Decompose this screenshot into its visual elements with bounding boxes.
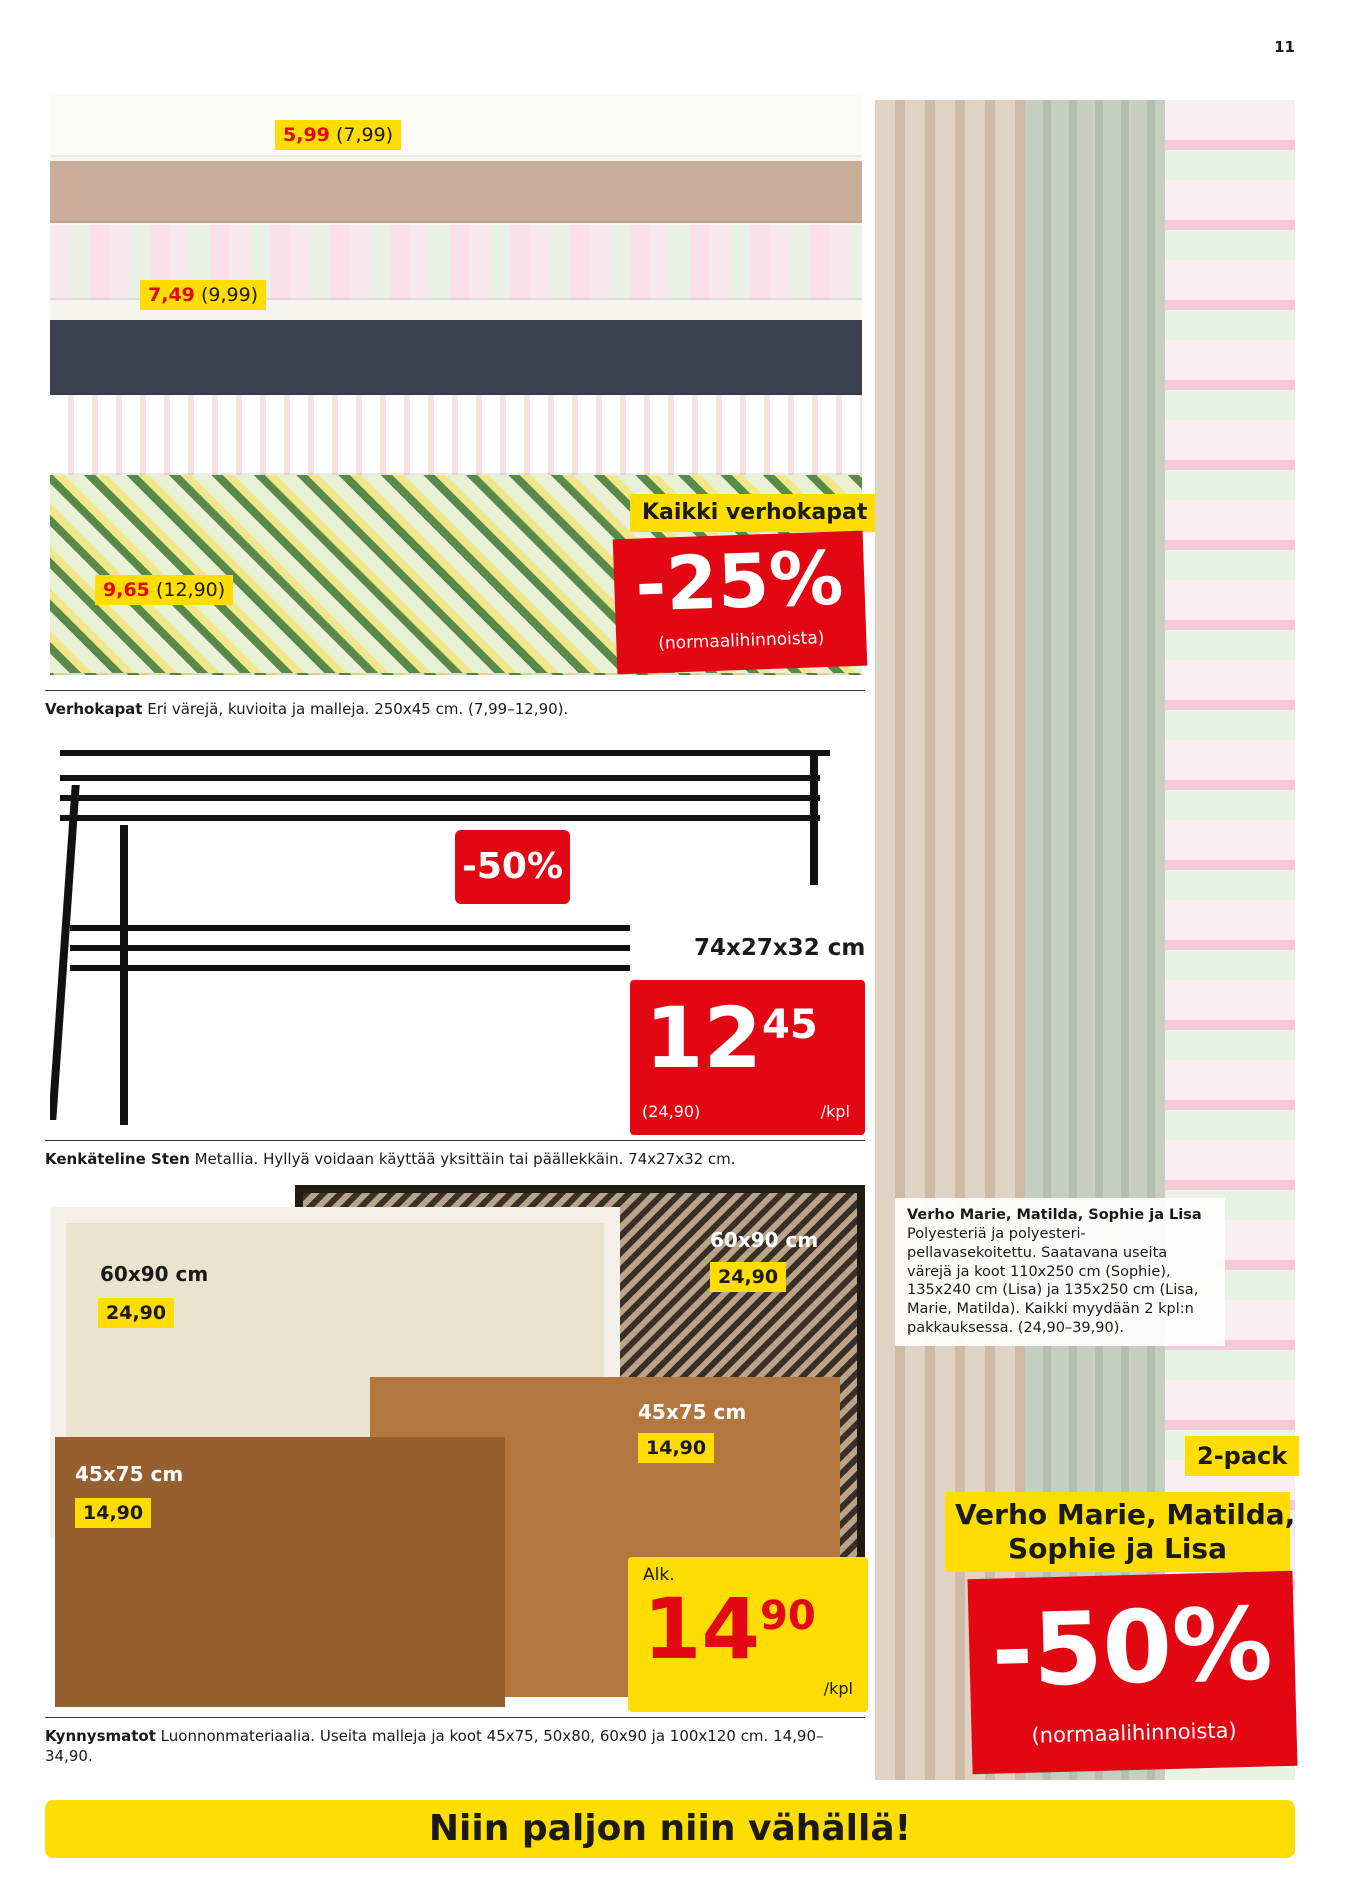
- shoe-rack-divider: [45, 1140, 865, 1141]
- doormat-price-cents: 90: [760, 1593, 816, 1639]
- shoe-rack-price-box: [630, 980, 865, 1135]
- curtain-discount-note: (normaalihinnoista): [1031, 1718, 1237, 1748]
- valance-promo-title: Kaikki verhokapat: [630, 494, 879, 532]
- doormat-size-4: 45x75 cm: [75, 1462, 184, 1486]
- page-number: 11: [1274, 38, 1295, 56]
- bottom-banner: Niin paljon niin vähällä!: [45, 1800, 1295, 1858]
- curtain-title-line1: Verho Marie, Matilda,: [955, 1498, 1296, 1531]
- doormat-price-2: 24,90: [710, 1262, 786, 1292]
- doormat-price-box: [628, 1557, 868, 1712]
- shoe-rack-unit: /kpl: [820, 1102, 850, 1121]
- doormat-price-main: 14: [643, 1580, 760, 1678]
- shoe-rack-price-cents: 45: [762, 1002, 818, 1048]
- curtain-title-line2: Sophie ja Lisa: [1008, 1532, 1227, 1565]
- curtain-description: Verho Marie, Matilda, Sophie ja Lisa Polyesteriä ja polyesteri-pellavasekoitettu. Saatavana useita värejä ja koot 110x250 cm (Sophie), 135x240 cm (Lisa) ja 135x250 cm (Lisa, Marie, Matilda). Kaikki myydään 2 kpl:n pakkauksessa. (24,90–39,90).: [895, 1198, 1225, 1346]
- valance-discount-burst: [613, 531, 868, 675]
- shoe-rack-discount-badge: -50%: [455, 830, 570, 904]
- doormat-price-1: 24,90: [98, 1298, 174, 1328]
- valance-discount: -25%: [633, 535, 845, 629]
- doormat-size-1: 60x90 cm: [100, 1262, 209, 1286]
- curtain-pack-label: 2-pack: [1185, 1436, 1299, 1476]
- valance-divider: [45, 690, 865, 691]
- doormat-size-2: 60x90 cm: [710, 1228, 819, 1252]
- doormat-unit: /kpl: [823, 1679, 853, 1698]
- doormat-from-label: Alk.: [643, 1565, 675, 1585]
- doormat-divider: [45, 1717, 865, 1718]
- shoe-rack-description: Kenkäteline Sten Metallia. Hyllyä voidaan käyttää yksittäin tai päällekkäin. 74x27x32 cm.: [45, 1150, 736, 1168]
- doormat-size-3: 45x75 cm: [638, 1400, 747, 1424]
- valance-discount-note: (normaalihinnoista): [657, 628, 825, 654]
- curtain-discount: -50%: [989, 1585, 1274, 1710]
- valance-description: Verhokapat Eri värejä, kuvioita ja malleja. 250x45 cm. (7,99–12,90).: [45, 700, 569, 718]
- shoe-rack-price-was: (24,90): [642, 1102, 701, 1121]
- doormat-description: Kynnysmatot Luonnonmateriaalia. Useita malleja ja koot 45x75, 50x80, 60x90 ja 100x120 cm. 14,90–34,90.: [45, 1727, 824, 1765]
- doormat-price-3: 14,90: [638, 1433, 714, 1463]
- shoe-rack-price-main: 12: [645, 989, 762, 1087]
- valance-price-tag-1: 5,99 (7,99): [275, 120, 401, 150]
- curtain-discount-burst: [968, 1571, 1298, 1774]
- valance-price-tag-2: 7,49 (9,99): [140, 280, 266, 310]
- doormat-price-4: 14,90: [75, 1498, 151, 1528]
- shoe-rack-size: 74x27x32 cm: [688, 935, 871, 961]
- valance-price-tag-3: 9,65 (12,90): [95, 575, 233, 605]
- curtain-title: [945, 1492, 1296, 1572]
